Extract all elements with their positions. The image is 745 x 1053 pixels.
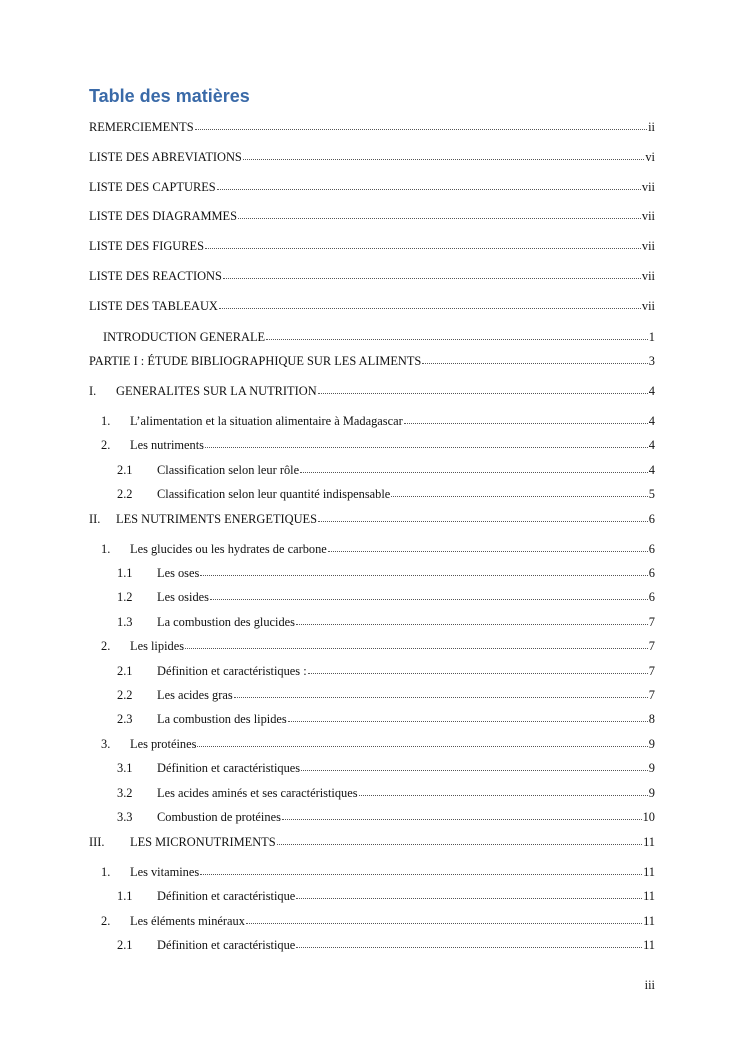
dot-leader: [391, 485, 647, 497]
toc-entry-title: Les protéines: [130, 737, 197, 751]
toc-entry-number: III.: [89, 835, 105, 849]
dot-leader: [200, 564, 647, 576]
dot-leader: [288, 710, 648, 722]
toc-entry-page: 11: [643, 865, 655, 879]
dot-leader: [205, 436, 648, 448]
toc-entry-page: 6: [648, 542, 655, 556]
toc-entry[interactable]: [101, 864, 655, 880]
toc-entry-page: 4: [648, 438, 655, 452]
toc-entry-number: 2.1: [117, 664, 133, 678]
toc-entry-title: LISTE DES FIGURES: [89, 239, 204, 253]
toc-entry[interactable]: [89, 208, 655, 224]
toc-entry-page: 11: [643, 835, 655, 849]
toc-entry-title: Classification selon leur rôle: [157, 463, 300, 477]
toc-entry-title: PARTIE I : ÉTUDE BIBLIOGRAPHIQUE SUR LES ALIMENTS: [89, 354, 422, 368]
toc-entry-number: 2.2: [117, 487, 133, 501]
toc-entry-page: 3: [648, 354, 655, 368]
toc-entry-page: 1: [648, 330, 655, 344]
toc-entry-title: Les nutriments: [130, 438, 204, 452]
toc-entry[interactable]: [117, 760, 655, 776]
toc-entry-number: 2.3: [117, 712, 133, 726]
toc-entry[interactable]: [117, 687, 655, 703]
toc-entry-number: 2.: [101, 639, 111, 653]
toc-entry[interactable]: [89, 268, 655, 284]
toc-entry-number: 1.: [101, 865, 111, 879]
toc-entry[interactable]: [101, 913, 655, 929]
toc-entry-number: 1.: [101, 414, 111, 428]
toc-entry-number: 2.1: [117, 938, 133, 952]
toc-entry-number: 3.3: [117, 810, 133, 824]
dot-leader: [243, 148, 645, 160]
toc-entry[interactable]: [117, 711, 655, 727]
toc-entry-page: 6: [648, 566, 655, 580]
dot-leader: [200, 863, 642, 875]
toc-entry-title: Les oses: [157, 566, 200, 580]
toc-entry-title: Les osides: [157, 590, 209, 604]
toc-entry-title: LES MICRONUTRIMENTS: [130, 835, 276, 849]
toc-entry-title: LISTE DES CAPTURES: [89, 180, 216, 194]
toc-entry-title: L’alimentation et la situation alimentaire à Madagascar: [130, 414, 403, 428]
toc-entry-number: 3.1: [117, 761, 133, 775]
toc-entry-number: 3.2: [117, 786, 133, 800]
toc-entry-title: Les acides gras: [157, 688, 233, 702]
toc-entry[interactable]: [117, 614, 655, 630]
dot-leader: [328, 540, 648, 552]
dot-leader: [318, 510, 648, 522]
dot-leader: [296, 936, 642, 948]
toc-heading: Table des matières: [89, 86, 250, 106]
toc-entry-number: 3.: [101, 737, 111, 751]
dot-leader: [282, 808, 642, 820]
dot-leader: [246, 912, 642, 924]
toc-entry-title: LISTE DES TABLEAUX: [89, 299, 218, 313]
toc-entry[interactable]: [89, 353, 655, 369]
dot-leader: [318, 382, 648, 394]
toc-entry-page: vii: [641, 239, 655, 253]
toc-entry-title: Définition et caractéristique: [157, 938, 296, 952]
page-number: iii: [644, 978, 655, 992]
toc-entry-title: La combustion des glucides: [157, 615, 295, 629]
toc-entry[interactable]: [117, 663, 655, 679]
toc-entry-title: Les acides aminés et ses caractéristiques: [157, 786, 358, 800]
toc-entry-page: 4: [648, 463, 655, 477]
toc-entry-page: 7: [648, 664, 655, 678]
toc-entry-page: 5: [648, 487, 655, 501]
toc-entry-page: ii: [648, 120, 655, 134]
toc-entry-title: Définition et caractéristique: [157, 889, 296, 903]
toc-entry-page: 7: [648, 615, 655, 629]
toc-entry-number: 1.2: [117, 590, 133, 604]
toc-entry[interactable]: [117, 462, 655, 478]
dot-leader: [197, 735, 647, 747]
toc-entry-title: REMERCIEMENTS: [89, 120, 194, 134]
toc-entry-title: Les vitamines: [130, 865, 200, 879]
dot-leader: [238, 207, 641, 219]
dot-leader: [266, 328, 648, 340]
toc-entry-page: vii: [641, 269, 655, 283]
toc-entry-title: Définition et caractéristiques: [157, 761, 301, 775]
toc-entry-title: LISTE DES DIAGRAMMES: [89, 209, 238, 223]
toc-entry[interactable]: [101, 541, 655, 557]
dot-leader: [301, 759, 648, 771]
toc-entry[interactable]: [89, 119, 655, 135]
dot-leader: [185, 637, 648, 649]
toc-entry[interactable]: [117, 809, 655, 825]
toc-entry-number: 2.: [101, 914, 111, 928]
toc-entry[interactable]: [89, 298, 655, 314]
toc-entry-number: 1.1: [117, 889, 133, 903]
toc-entry-title: Les lipides: [130, 639, 185, 653]
dot-leader: [223, 267, 641, 279]
toc-entry[interactable]: [89, 383, 655, 399]
toc-entry-number: 2.1: [117, 463, 133, 477]
toc-entry-title: LES NUTRIMENTS ENERGETIQUES: [116, 512, 317, 526]
toc-entry-title: Les glucides ou les hydrates de carbone: [130, 542, 327, 556]
toc-entry[interactable]: [103, 329, 655, 345]
toc-entry-number: II.: [89, 512, 101, 526]
toc-entry[interactable]: [89, 238, 655, 254]
toc-entry[interactable]: [101, 413, 655, 429]
toc-entry[interactable]: [117, 589, 655, 605]
toc-entry-page: vii: [641, 299, 655, 313]
toc-entry[interactable]: [117, 565, 655, 581]
toc-entry-title: LISTE DES REACTIONS: [89, 269, 222, 283]
toc-entry-title: Combustion de protéines: [157, 810, 281, 824]
toc-entry[interactable]: [117, 486, 655, 502]
toc-entry-page: 9: [648, 737, 655, 751]
dot-leader: [296, 613, 648, 625]
toc-entry-page: vi: [645, 150, 655, 164]
toc-entry-page: 6: [648, 512, 655, 526]
toc-entry-title: La combustion des lipides: [157, 712, 287, 726]
toc-entry-page: 11: [643, 914, 655, 928]
toc-entry-title: GENERALITES SUR LA NUTRITION: [116, 384, 317, 398]
toc-entry-page: 8: [648, 712, 655, 726]
toc-entry-number: 2.: [101, 438, 111, 452]
dot-leader: [219, 297, 641, 309]
dot-leader: [308, 662, 648, 674]
toc-entry-title: Les éléments minéraux: [130, 914, 245, 928]
toc-entry-title: INTRODUCTION GENERALE: [103, 330, 266, 344]
dot-leader: [277, 833, 642, 845]
toc-entry-page: 7: [648, 688, 655, 702]
toc-entry[interactable]: [101, 437, 655, 453]
toc-entry-page: vii: [641, 209, 655, 223]
toc-entry[interactable]: [101, 736, 655, 752]
dot-leader: [296, 887, 642, 899]
toc-entry-number: 1.3: [117, 615, 133, 629]
toc-entry-page: vii: [641, 180, 655, 194]
toc-entry-page: 11: [643, 889, 655, 903]
toc-entry[interactable]: [101, 638, 655, 654]
toc-entry[interactable]: [117, 888, 655, 904]
dot-leader: [234, 686, 648, 698]
toc-entry-title: LISTE DES ABREVIATIONS: [89, 150, 242, 164]
toc-entry-number: 1.: [101, 542, 111, 556]
toc-entry-page: 7: [648, 639, 655, 653]
dot-leader: [404, 412, 648, 424]
dot-leader: [210, 588, 648, 600]
dot-leader: [195, 118, 647, 130]
toc-entry[interactable]: [89, 179, 655, 195]
dot-leader: [205, 237, 641, 249]
toc-entry-number: 1.1: [117, 566, 133, 580]
toc-entry-number: I.: [89, 384, 97, 398]
dot-leader: [359, 784, 648, 796]
toc-entry-page: 4: [648, 414, 655, 428]
toc-entry-number: 2.2: [117, 688, 133, 702]
toc-entry[interactable]: [89, 834, 655, 850]
dot-leader: [300, 461, 648, 473]
dot-leader: [422, 352, 647, 364]
dot-leader: [217, 178, 641, 190]
toc-entry[interactable]: [117, 937, 655, 953]
toc-entry-page: 4: [648, 384, 655, 398]
toc-entry-page: 11: [643, 938, 655, 952]
toc-entry-title: Définition et caractéristiques :: [157, 664, 307, 678]
toc-entry[interactable]: [117, 785, 655, 801]
toc-entry-page: 10: [642, 810, 655, 824]
toc-entry-page: 9: [648, 786, 655, 800]
toc-entry-page: 6: [648, 590, 655, 604]
toc-entry-title: Classification selon leur quantité indispensable: [157, 487, 391, 501]
toc-entry[interactable]: [89, 511, 655, 527]
toc-entry-page: 9: [648, 761, 655, 775]
toc-entry[interactable]: [89, 149, 655, 165]
